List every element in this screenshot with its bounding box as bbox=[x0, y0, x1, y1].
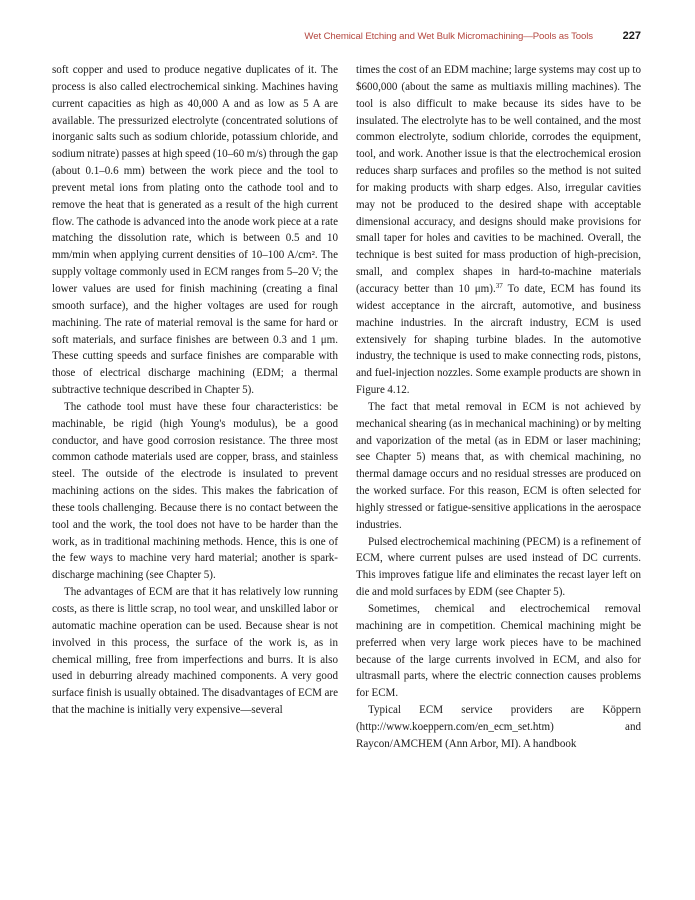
right-paragraph-5: Typical ECM service providers are Köppern (http://www.koeppern.com/en_ecm_set.htm) and Raycon/AMCHEM (Ann Arbor, MI). A handbook bbox=[356, 704, 641, 750]
right-paragraph-3: Pulsed electrochemical machining (PECM) is a refinement of ECM, where current pulses are used instead of DC currents. This improves fatigue life and eliminates the recast layer left on die and mold surfaces by EDM (see Chapter 5). bbox=[356, 535, 641, 599]
reference-number: 37 bbox=[495, 281, 503, 290]
right-paragraph-1 bbox=[356, 62, 641, 399]
left-paragraph-1: soft copper and used to produce negative duplicates of it. The process is also called electrochemical sinking. Machines having current capacities as high as 40,000 A and as low as 5 A are available. The pressurized electrolyte (concentrated solutions of inorganic salts such as sodium chloride, potassium chloride, and sodium nitrate) passes at high speed (10–60 m/s) through the gap (about 0.1–0.6 mm) between the work piece and the tool to prevent metal ions from plating onto the cathode tool and to remove the heat that is generated as a result of the high current flow. The cathode is advanced into the anode work piece at a rate matching the dissolution rate, which is between 0.5 and 10 mm/min when applying current densities of 10–100 A/cm². The supply voltage commonly used in ECM ranges from 5–20 V; the lower values are used for finish machining (creating a final smooth surface), and the higher voltages are used for rough machining. The rate of material removal is the same for hard or soft materials, and surface finishes are between 0.3 and 1 μm. These cutting speeds and surface finishes are comparable with those of electrical discharge machining (EDM; a thermal subtractive technique described in Chapter 5). bbox=[52, 64, 338, 397]
right-paragraph-4: Sometimes, chemical and electrochemical removal machining are in competition. Chemical machining might be preferred when very large work pieces have to be machined because of the large currents involved in ECM, and also for ultrasmall parts, where the electric connection causes problems for ECM. bbox=[356, 603, 641, 700]
left-paragraph-3: The advantages of ECM are that it has relatively low running costs, as there is little scrap, no tool wear, and unskilled labor or automatic machine operation can be used. Because shear is not involved in this process, the surface of the work is, as in chemical milling, free from imperfections and burrs. It is also used in deburring already machined components. A very good surface finish is usually obtained. The disadvantages of ECM are that the machine is initially very expensive—several bbox=[52, 586, 338, 717]
left-column bbox=[52, 62, 338, 719]
right-paragraph-2: The fact that metal removal in ECM is not achieved by mechanical shearing (as in mechanical machining) or by melting and vaporization of the metal (as in EDM or laser machining; see Chapter 5) means that, as with chemical machining, no thermal damage occurs and no residual stresses are produced on the worked surface. For this reason, ECM is often selected for highly stressed or fatigue-sensitive applications in the aerospace industries. bbox=[356, 400, 641, 531]
page-header bbox=[52, 31, 641, 47]
left-paragraph-2: The cathode tool must have these four characteristics: be machinable, be rigid (high Young's modulus), be a good conductor, and have good corrosion resistance. The three most common cathode materials used are copper, brass, and stainless steel. The outside of the electrode is insulated to prevent machining actions on the sides. This makes the fabrication of these tools challenging. Because there is no contact between the tool and the work, the tool does not have to be harder than the work, as in traditional machining methods. Hence, this is one of the few ways to machine very hard material; another is spark-discharge machining (see Chapter 5). bbox=[52, 400, 338, 582]
page-number: 227 bbox=[622, 30, 641, 42]
right-paragraph-1-text: times the cost of an EDM machine; large systems may cost up to $600,000 (about the same as multiaxis milling machines). The tool is also difficult to make because its sides have to be insulated. The electrolyte has to be well contained, and the most common electrolyte, sodium chloride, corrodes the equipment, tool, and work. Another issue is that the electrochemical erosion reduces sharp surfaces and profiles so the method is not suited for making products with sharp edges. Also, irregular cavities may not be produced to the desired shape with acceptable dimensional accuracy, and designs should make provisions for small taper for holes and cavities to be machined. Overall, the technique is best suited for mass production of high-precision, small, and complex shapes in hard-to-machine materials (accuracy better than 10 μm). bbox=[356, 64, 641, 295]
right-column bbox=[356, 62, 641, 753]
running-head: Wet Chemical Etching and Wet Bulk Micromachining—Pools as Tools bbox=[304, 31, 593, 42]
right-paragraph-1-continued: To date, ECM has found its widest acceptance in the aircraft, automotive, and business machine industries. In the aircraft industry, ECM is used extensively for shaping turbine blades. In the automotive industry, the technique is used to make connecting rods, pistons, and fuel-injection nozzles. Some example products are shown in Figure 4.12. bbox=[356, 282, 641, 397]
